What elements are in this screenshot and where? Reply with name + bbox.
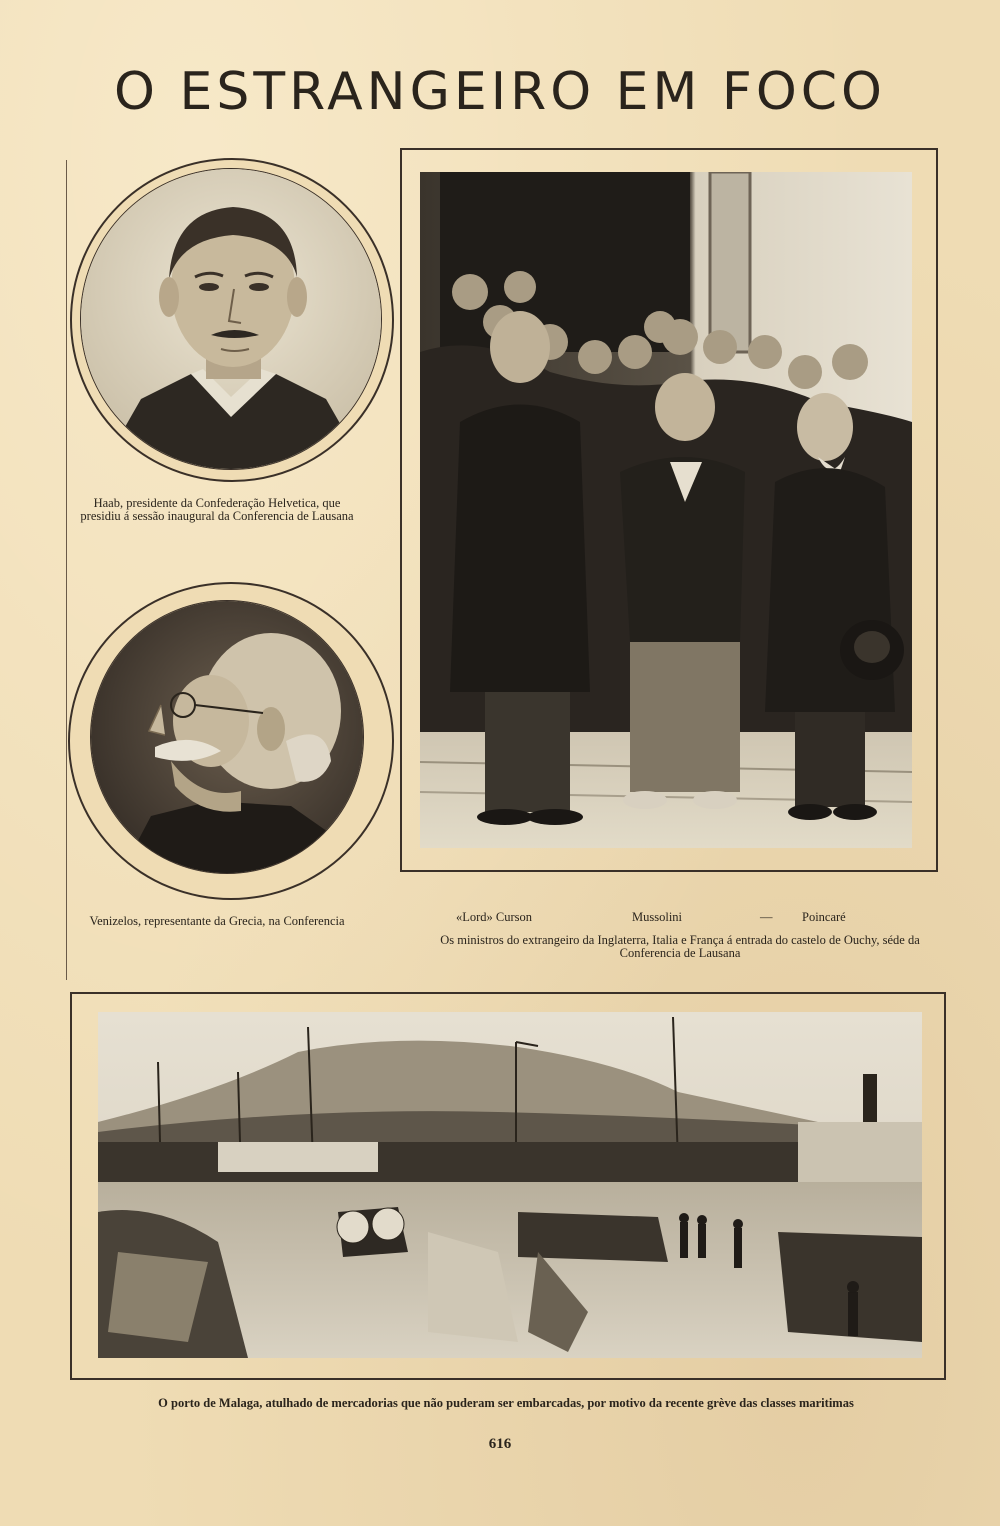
- ministers-photo: [420, 172, 912, 848]
- caption-haab: Haab, presidente da Confederação Helvetica, que presidiu á sessão inaugural da Conferencia de Lausana: [80, 496, 354, 523]
- page-number: 616: [488, 1436, 512, 1452]
- portrait-photo-venizelos: [90, 600, 364, 874]
- caption-harbour: O porto de Malaga, atulhado de mercadorias que não puderam ser embarcadas, por motivo da recente grève das classes maritimas: [158, 1396, 854, 1410]
- column-rule-left: [66, 160, 67, 980]
- name-separator: —: [760, 910, 773, 924]
- page-headline: O ESTRANGEIRO EM FOCO: [114, 62, 886, 122]
- ministers-names-row: [430, 910, 930, 926]
- name-mussolini: Mussolini: [632, 910, 683, 924]
- caption-venizelos: Venizelos, representante da Grecia, na Conferencia: [89, 914, 345, 928]
- caption-ministers: Os ministros do extrangeiro da Inglaterra, Italia e França á entrada do castelo de Ouchy, séde da Conferencia de Lausana: [440, 933, 920, 960]
- harbour-photo: [98, 1012, 922, 1358]
- name-poincare: Poincaré: [802, 910, 846, 924]
- name-curson: «Lord» Curson: [456, 910, 533, 924]
- portrait-photo-haab: [80, 168, 382, 470]
